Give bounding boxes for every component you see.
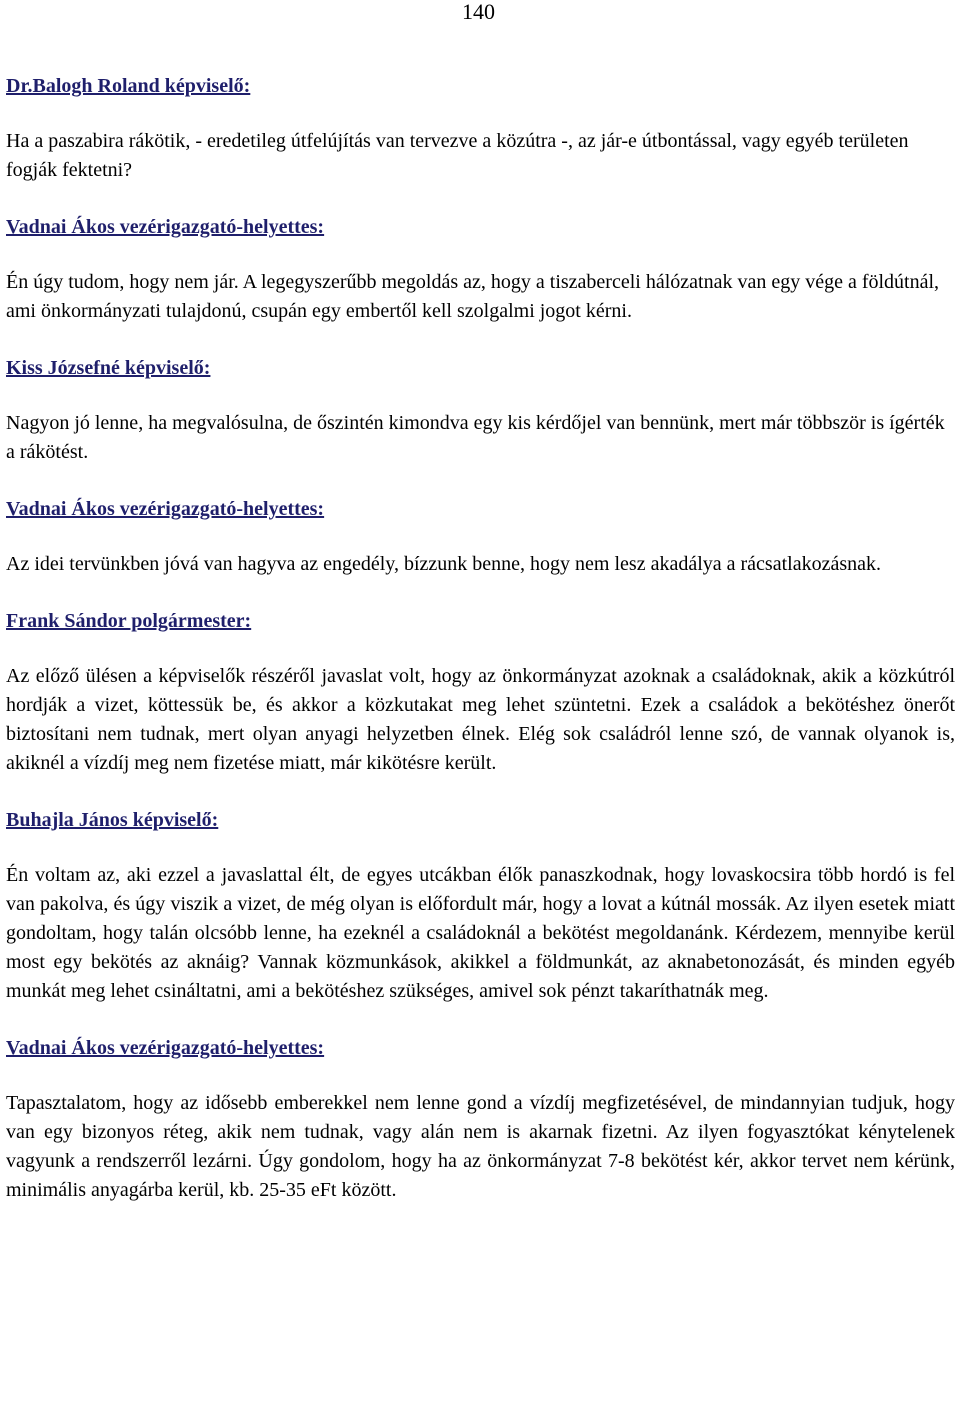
speech-paragraph: Én úgy tudom, hogy nem jár. A legegyszerűbb megoldás az, hogy a tiszaberceli hálózatnak van egy vége a földútnál, ami önkormányzati tulajdonú, csupán egy embertől kell szolgalmi jogot kérni. bbox=[6, 271, 940, 322]
speaker-heading: Buhajla János képviselő: bbox=[6, 809, 219, 831]
entry-kiss bbox=[6, 354, 955, 467]
page-number: 140 bbox=[462, 0, 495, 24]
speech-paragraph: Tapasztalatom, hogy az idősebb emberekkel nem lenne gond a vízdíj megfizetésével, de mindannyian tudjuk, hogy van egy bizonyos réteg, akik nem tudnak, vagy alán nem is akarnak fizetni. Az ilyen fogyasztókat kénytelenek vagyunk a rendszerről lezárni. Úgy gondolom, hogy ha az önkormányzat 7-8 bekötést kér, akkor tervet nem kérünk, minimális anyagárba kerül, kb. 25-35 eFt között. bbox=[6, 1092, 955, 1201]
entry-vadnai-2 bbox=[6, 495, 955, 579]
speech-paragraph: Ha a paszabira rákötik, - eredetileg útfelújítás van tervezve a közútra -, az jár-e útbontással, vagy egyéb területen fogják fektetni? bbox=[6, 130, 909, 181]
speaker-heading: Vadnai Ákos vezérigazgató-helyettes: bbox=[6, 216, 325, 238]
speaker-heading: Frank Sándor polgármester: bbox=[6, 610, 252, 632]
speech-paragraph: Nagyon jó lenne, ha megvalósulna, de őszintén kimondva egy kis kérdőjel van bennünk, mert már többször is ígérték a rákötést. bbox=[6, 412, 945, 463]
speaker-heading: Dr.Balogh Roland képviselő: bbox=[6, 75, 251, 97]
speaker-heading: Kiss Józsefné képviselő: bbox=[6, 357, 211, 379]
speaker-heading: Vadnai Ákos vezérigazgató-helyettes: bbox=[6, 1037, 325, 1059]
speaker-heading: Vadnai Ákos vezérigazgató-helyettes: bbox=[6, 498, 325, 520]
speech-paragraph: Az előző ülésen a képviselők részéről javaslat volt, hogy az önkormányzat azoknak a családoknak, akik a közkútról hordják a vizet, köttessük be, és akkor a közkutakat meg lehet szüntetni. Ezek a családok a bekötéshez önerőt biztosítani nem tudnak, mert olyan anyagi helyzetben élnek. Elég sok családról lenne szó, de vannak olyanok is, akiknél a vízdíj meg nem fizetése miatt, már kikötésre került. bbox=[6, 665, 955, 774]
entry-vadnai-3 bbox=[6, 1034, 955, 1205]
entry-frank bbox=[6, 607, 955, 778]
minutes-body bbox=[6, 72, 955, 1233]
entry-buhajla bbox=[6, 806, 955, 1006]
entry-balogh bbox=[6, 72, 955, 185]
speech-paragraph: Én voltam az, aki ezzel a javaslattal élt, de egyes utcákban élők panaszkodnak, hogy lovaskocsira több hordó is fel van pakolva, és úgy viszik a vizet, de még olyan is előfordult már, hogy a lovat a kútnál mossák. Az ilyen esetek miatt gondoltam, hogy talán olcsóbb lenne, ha ezeknél a családoknál a bekötést megoldanánk. Kérdezem, mennyibe kerül most egy bekötés az aknáig? Vannak közmunkások, akikkel a földmunkát, az aknabetonozását, és minden egyéb munkát meg lehet csináltatni, ami a bekötéshez szükséges, amivel sok pénzt takaríthatnák meg. bbox=[6, 864, 955, 1002]
speech-paragraph: Az idei tervünkben jóvá van hagyva az engedély, bízzunk benne, hogy nem lesz akadálya a rácsatlakozásnak. bbox=[6, 553, 881, 575]
entry-vadnai-1 bbox=[6, 213, 955, 326]
